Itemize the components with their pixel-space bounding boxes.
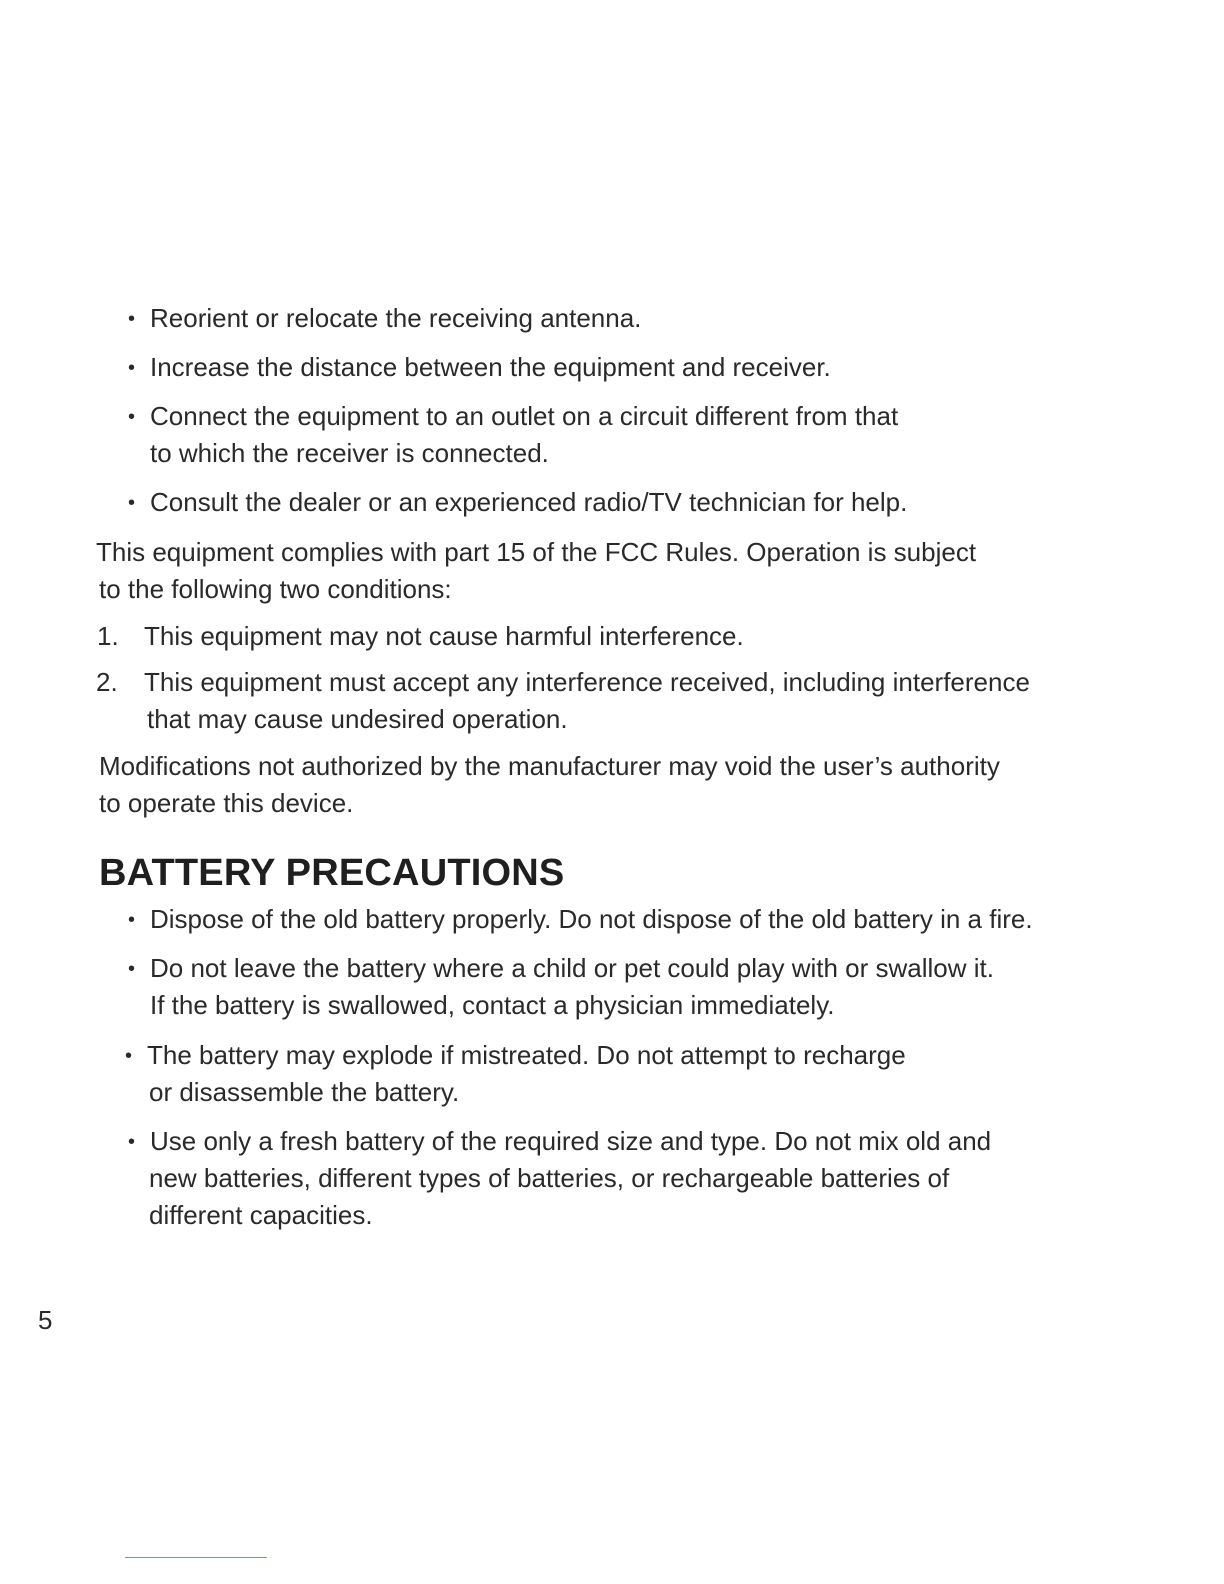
battery-bullet-2-line-1: Do not leave the battery where a child or pet could play with or swallow it.: [150, 953, 994, 983]
modifications-line-1: Modifications not authorized by the manufacturer may void the user’s authority: [99, 751, 1000, 781]
interference-bullet-3-line-2: to which the receiver is connected.: [150, 438, 549, 468]
page-number: 5: [38, 1305, 53, 1335]
battery-bullet-3-line-2: or disassemble the battery.: [149, 1077, 460, 1107]
bullet-icon: •: [128, 406, 136, 428]
condition-number-2: 2.: [96, 667, 118, 697]
battery-bullet-4-line-1: Use only a fresh battery of the required size and type. Do not mix old and: [150, 1126, 992, 1156]
bullet-icon: •: [128, 492, 136, 514]
interference-bullet-1: Reorient or relocate the receiving antenna.: [150, 303, 642, 333]
battery-bullet-4-line-3: different capacities.: [149, 1200, 373, 1230]
compliance-line-2: to the following two conditions:: [99, 574, 452, 604]
footer-divider: [125, 1557, 267, 1558]
interference-bullet-4: Consult the dealer or an experienced radio/TV technician for help.: [150, 487, 908, 517]
condition-2-line-1: This equipment must accept any interference received, including interference: [144, 667, 1030, 697]
interference-bullet-2: Increase the distance between the equipment and receiver.: [150, 352, 831, 382]
battery-precautions-heading: BATTERY PRECAUTIONS: [99, 852, 565, 894]
bullet-icon: •: [128, 909, 136, 931]
condition-2-line-2: that may cause undesired operation.: [147, 704, 568, 734]
battery-bullet-1: Dispose of the old battery properly. Do not dispose of the old battery in a fire.: [150, 904, 1033, 934]
bullet-icon: •: [128, 1131, 136, 1153]
battery-bullet-4-line-2: new batteries, different types of batteries, or rechargeable batteries of: [149, 1163, 950, 1193]
bullet-icon: •: [128, 958, 136, 980]
condition-1-line-1: This equipment may not cause harmful interference.: [144, 621, 744, 651]
battery-bullet-2-line-2: If the battery is swallowed, contact a physician immediately.: [150, 990, 835, 1020]
condition-number-1: 1.: [97, 621, 119, 651]
compliance-line-1: This equipment complies with part 15 of the FCC Rules. Operation is subject: [96, 537, 977, 567]
bullet-icon: •: [128, 308, 136, 330]
battery-bullet-3-line-1: The battery may explode if mistreated. Do not attempt to recharge: [147, 1040, 906, 1070]
bullet-icon: •: [128, 357, 136, 379]
bullet-icon: •: [125, 1045, 133, 1067]
interference-bullet-3-line-1: Connect the equipment to an outlet on a circuit different from that: [150, 401, 899, 431]
modifications-line-2: to operate this device.: [99, 788, 354, 818]
